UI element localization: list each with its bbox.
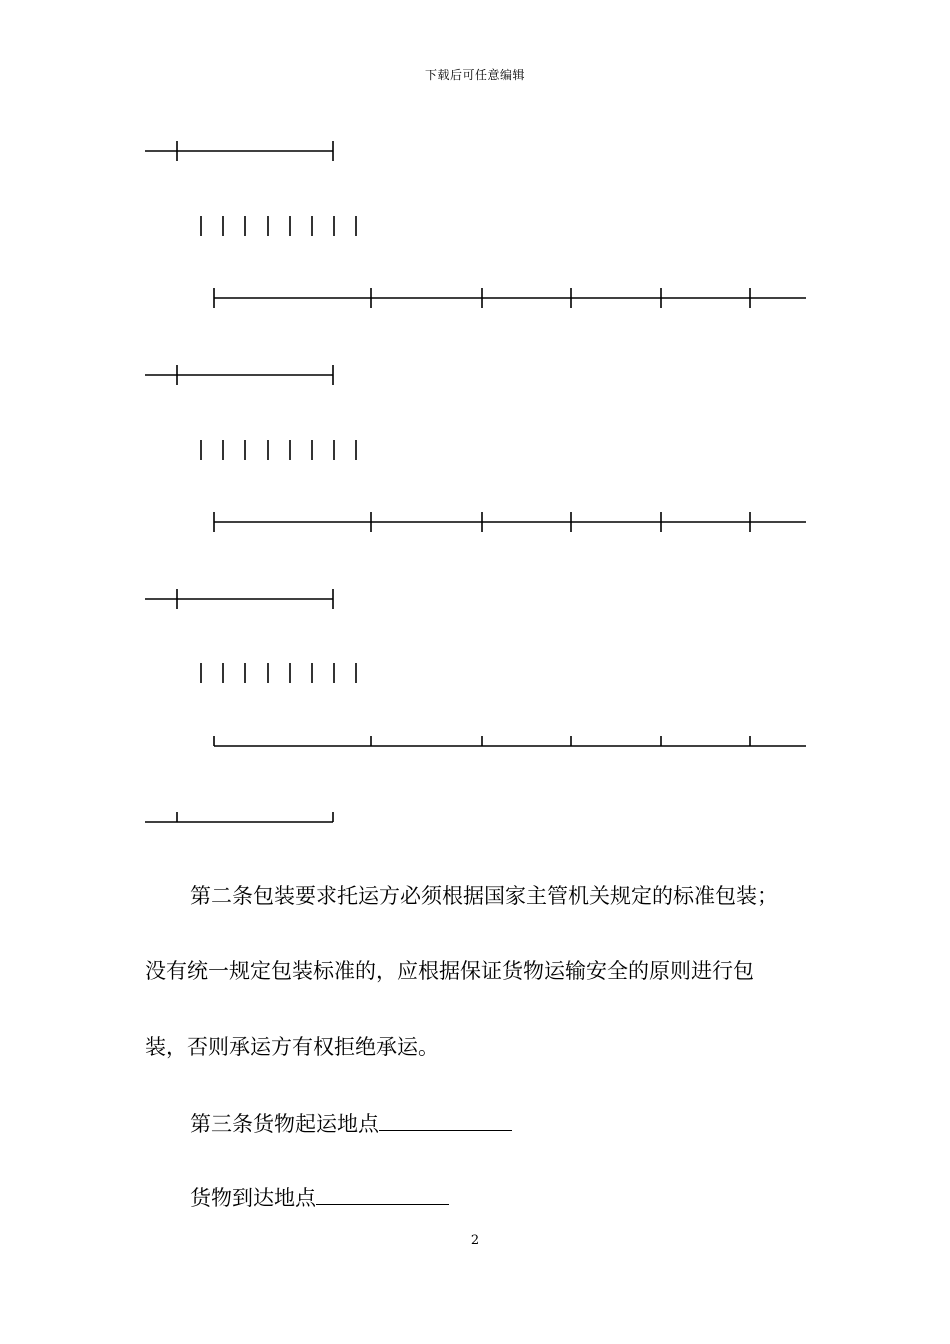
table-row-border-group-1 bbox=[145, 141, 806, 308]
page-number: 2 bbox=[470, 1233, 480, 1248]
destination-label: 货物到达地点 bbox=[190, 1186, 316, 1210]
origin-blank-field[interactable] bbox=[379, 1112, 512, 1131]
destination-line bbox=[190, 1186, 449, 1209]
article-2-line-1: 第二条包装要求托运方必须根据国家主管机关规定的标准包装； bbox=[190, 884, 778, 908]
article-2-line-2: 没有统一规定包装标准的，应根据保证货物运输安全的原则进行包 bbox=[145, 959, 754, 983]
article-2-line-3: 装，否则承运方有权拒绝承运。 bbox=[145, 1035, 439, 1059]
origin-label: 第三条货物起运地点 bbox=[190, 1112, 379, 1136]
page-header: 下载后可任意编辑 bbox=[424, 68, 525, 82]
destination-blank-field[interactable] bbox=[316, 1186, 449, 1205]
article-3-origin-line bbox=[190, 1112, 512, 1135]
table-row-border-group-3 bbox=[145, 589, 806, 746]
table-row-border-group-2 bbox=[145, 365, 806, 532]
table-bottom-border bbox=[145, 812, 333, 822]
